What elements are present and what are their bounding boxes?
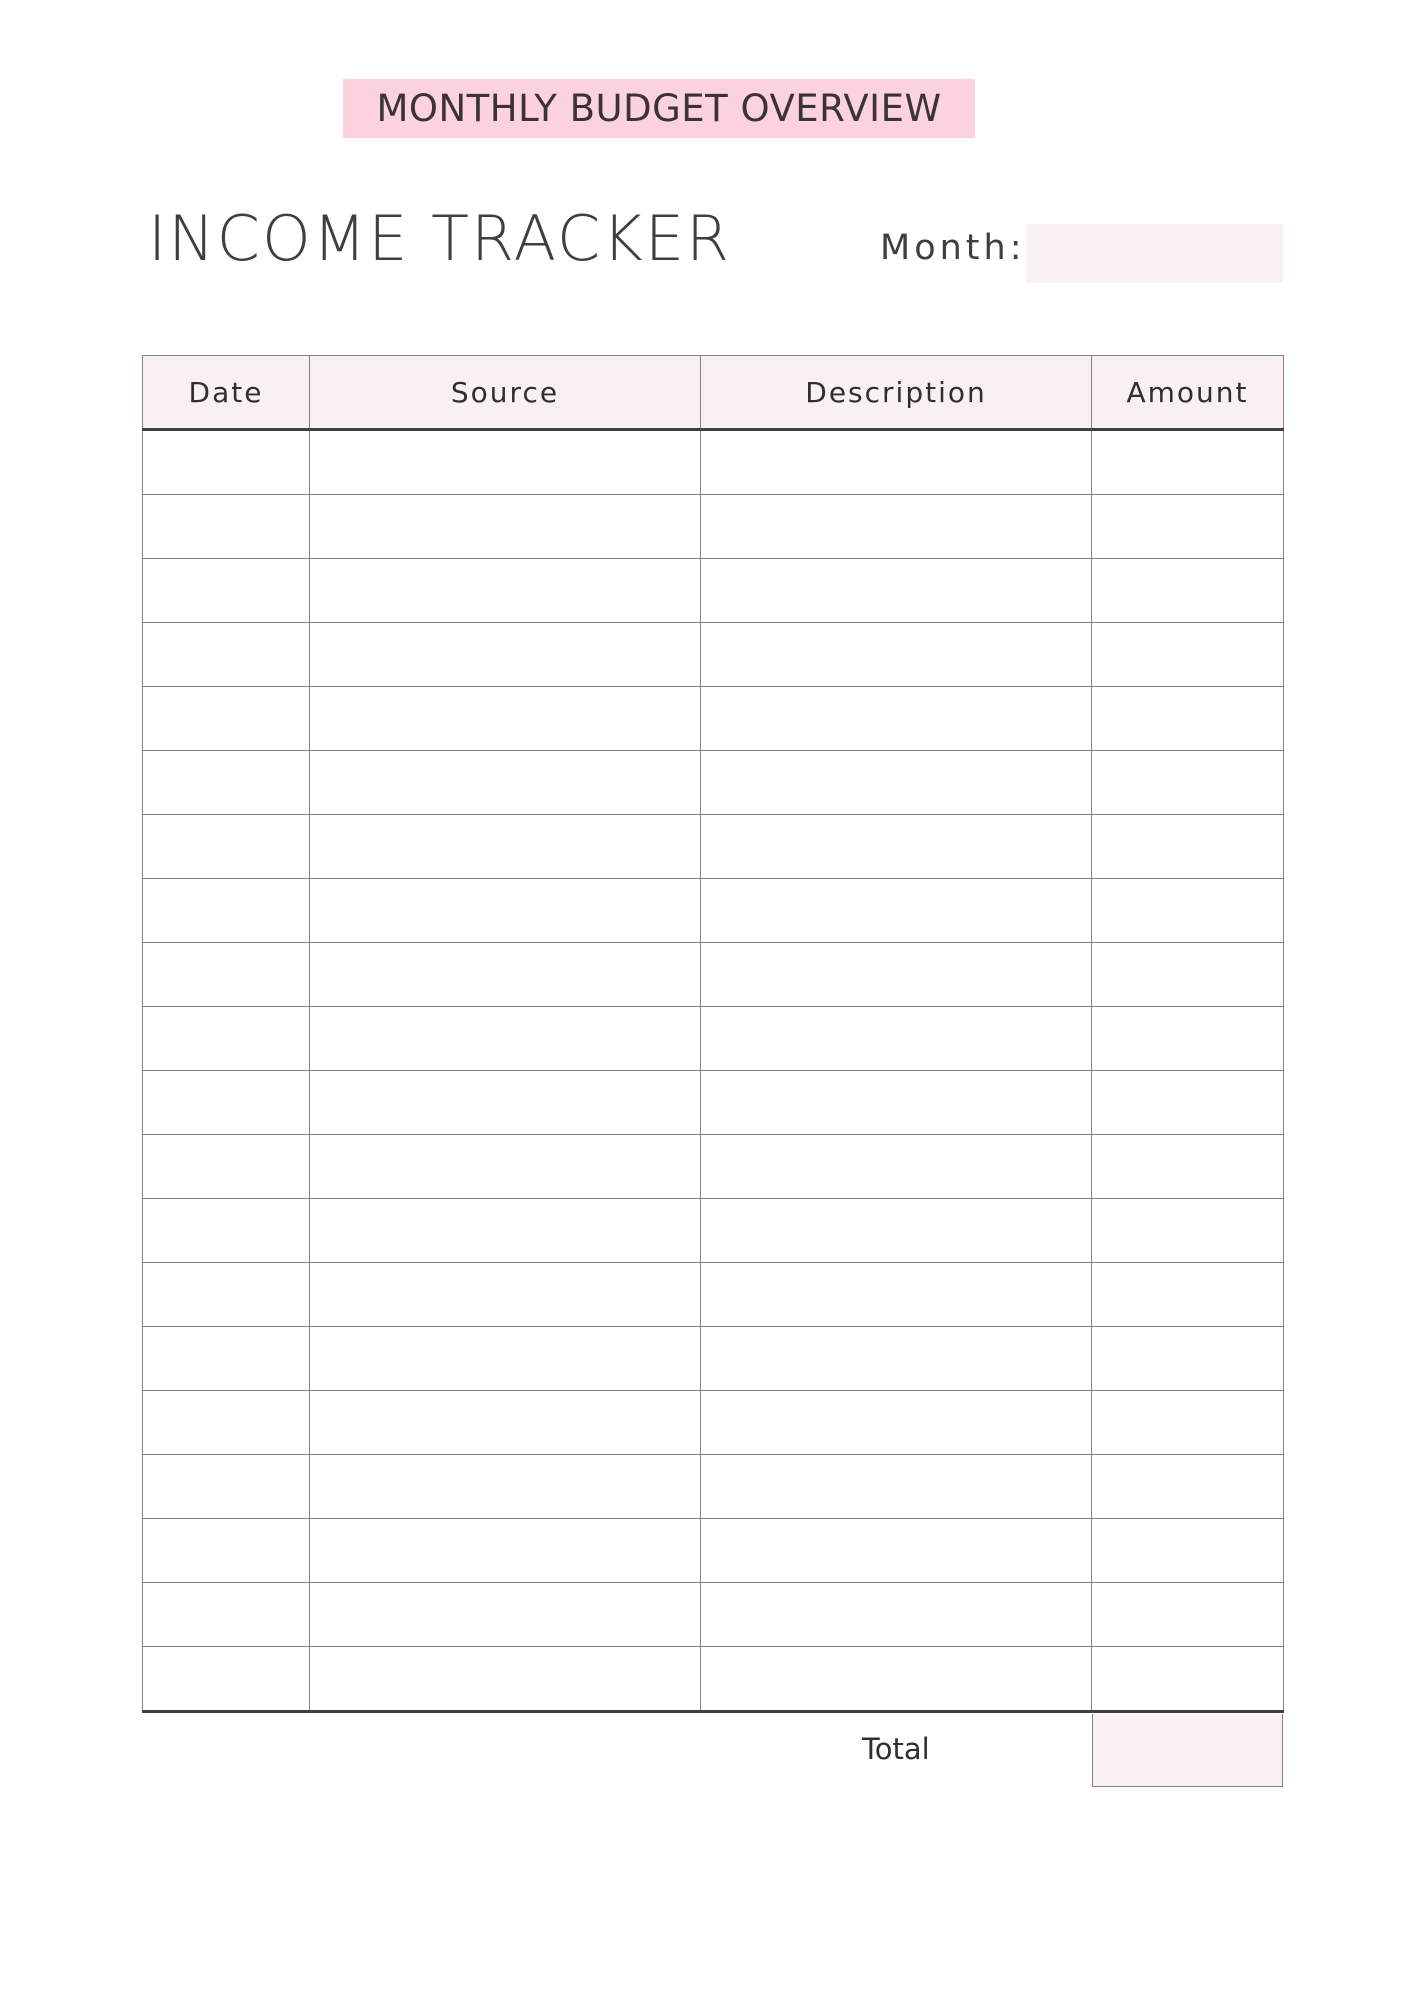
cell-description[interactable] [701, 815, 1092, 879]
cell-date[interactable] [143, 1455, 310, 1519]
cell-date[interactable] [143, 1263, 310, 1327]
table-row [143, 623, 1284, 687]
table-row [143, 1199, 1284, 1263]
cell-description[interactable] [701, 879, 1092, 943]
cell-source[interactable] [310, 1263, 701, 1327]
cell-description[interactable] [701, 943, 1092, 1007]
cell-source[interactable] [310, 559, 701, 623]
cell-description[interactable] [701, 430, 1092, 495]
cell-date[interactable] [143, 1647, 310, 1712]
table-row [143, 1263, 1284, 1327]
cell-description[interactable] [701, 1519, 1092, 1583]
table-body [143, 430, 1284, 1712]
cell-date[interactable] [143, 1391, 310, 1455]
cell-date[interactable] [143, 559, 310, 623]
table-row [143, 815, 1284, 879]
cell-amount[interactable] [1092, 879, 1284, 943]
banner-text: MONTHLY BUDGET OVERVIEW [376, 87, 942, 130]
table-row [143, 1519, 1284, 1583]
cell-amount[interactable] [1092, 687, 1284, 751]
cell-description[interactable] [701, 751, 1092, 815]
cell-source[interactable] [310, 943, 701, 1007]
cell-source[interactable] [310, 751, 701, 815]
cell-date[interactable] [143, 1327, 310, 1391]
cell-amount[interactable] [1092, 495, 1284, 559]
cell-date[interactable] [143, 879, 310, 943]
total-amount-field[interactable] [1092, 1714, 1283, 1787]
cell-amount[interactable] [1092, 1135, 1284, 1199]
cell-source[interactable] [310, 1583, 701, 1647]
cell-description[interactable] [701, 1455, 1092, 1519]
page-title: INCOME TRACKER [148, 202, 732, 275]
cell-description[interactable] [701, 559, 1092, 623]
cell-date[interactable] [143, 815, 310, 879]
cell-source[interactable] [310, 687, 701, 751]
cell-date[interactable] [143, 1199, 310, 1263]
cell-date[interactable] [143, 1583, 310, 1647]
cell-amount[interactable] [1092, 1007, 1284, 1071]
cell-date[interactable] [143, 1007, 310, 1071]
table-row [143, 1647, 1284, 1712]
cell-description[interactable] [701, 1391, 1092, 1455]
cell-description[interactable] [701, 623, 1092, 687]
total-label: Total [862, 1732, 930, 1766]
cell-amount[interactable] [1092, 943, 1284, 1007]
cell-description[interactable] [701, 687, 1092, 751]
cell-date[interactable] [143, 1071, 310, 1135]
cell-date[interactable] [143, 751, 310, 815]
cell-source[interactable] [310, 1391, 701, 1455]
cell-date[interactable] [143, 687, 310, 751]
column-header-date: Date [143, 356, 310, 430]
cell-source[interactable] [310, 879, 701, 943]
cell-amount[interactable] [1092, 559, 1284, 623]
cell-amount[interactable] [1092, 751, 1284, 815]
cell-amount[interactable] [1092, 1519, 1284, 1583]
cell-amount[interactable] [1092, 1327, 1284, 1391]
cell-source[interactable] [310, 495, 701, 559]
table-row [143, 1327, 1284, 1391]
cell-date[interactable] [143, 623, 310, 687]
cell-description[interactable] [701, 1007, 1092, 1071]
cell-source[interactable] [310, 815, 701, 879]
table-row [143, 1007, 1284, 1071]
month-label: Month: [880, 228, 1026, 268]
cell-description[interactable] [701, 1583, 1092, 1647]
table-header-row [143, 356, 1284, 430]
table-row [143, 495, 1284, 559]
table-row [143, 1071, 1284, 1135]
cell-source[interactable] [310, 623, 701, 687]
section-banner [343, 79, 975, 138]
cell-source[interactable] [310, 1071, 701, 1135]
table-row [143, 1583, 1284, 1647]
table-row [143, 559, 1284, 623]
cell-source[interactable] [310, 1519, 701, 1583]
cell-date[interactable] [143, 495, 310, 559]
cell-description[interactable] [701, 1135, 1092, 1199]
table-row [143, 1455, 1284, 1519]
column-header-source: Source [310, 356, 701, 430]
table-row [143, 687, 1284, 751]
month-field[interactable] [1026, 224, 1283, 283]
cell-source[interactable] [310, 1327, 701, 1391]
cell-amount[interactable] [1092, 1455, 1284, 1519]
cell-description[interactable] [701, 1263, 1092, 1327]
table-row [143, 1391, 1284, 1455]
cell-source[interactable] [310, 1007, 701, 1071]
cell-amount[interactable] [1092, 430, 1284, 495]
cell-date[interactable] [143, 430, 310, 495]
cell-description[interactable] [701, 1199, 1092, 1263]
cell-amount[interactable] [1092, 1263, 1284, 1327]
column-header-description: Description [701, 356, 1092, 430]
cell-source[interactable] [310, 430, 701, 495]
cell-source[interactable] [310, 1135, 701, 1199]
cell-amount[interactable] [1092, 1583, 1284, 1647]
table-row [143, 751, 1284, 815]
cell-amount[interactable] [1092, 1647, 1284, 1712]
cell-description[interactable] [701, 1327, 1092, 1391]
cell-source[interactable] [310, 1647, 701, 1712]
cell-amount[interactable] [1092, 1391, 1284, 1455]
cell-source[interactable] [310, 1199, 701, 1263]
table-row [143, 1135, 1284, 1199]
table-row [143, 430, 1284, 495]
cell-description[interactable] [701, 1071, 1092, 1135]
cell-source[interactable] [310, 1455, 701, 1519]
cell-date[interactable] [143, 1519, 310, 1583]
income-table [142, 355, 1284, 1713]
cell-description[interactable] [701, 1647, 1092, 1712]
cell-amount[interactable] [1092, 1071, 1284, 1135]
cell-date[interactable] [143, 1135, 310, 1199]
cell-amount[interactable] [1092, 623, 1284, 687]
table-row [143, 879, 1284, 943]
cell-date[interactable] [143, 943, 310, 1007]
cell-amount[interactable] [1092, 815, 1284, 879]
cell-amount[interactable] [1092, 1199, 1284, 1263]
column-header-amount: Amount [1092, 356, 1284, 430]
table-row [143, 943, 1284, 1007]
cell-description[interactable] [701, 495, 1092, 559]
